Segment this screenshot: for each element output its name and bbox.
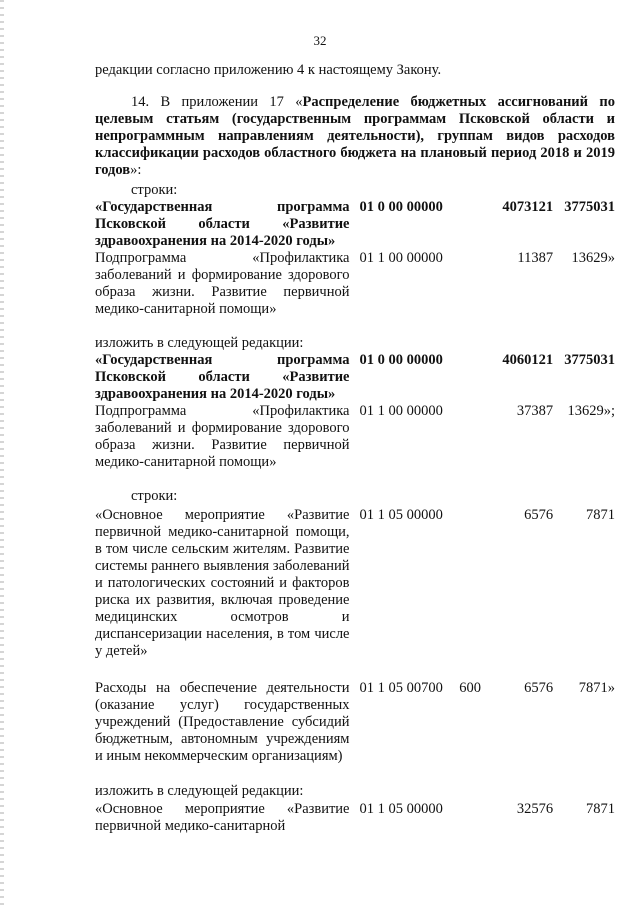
table-row <box>95 250 615 318</box>
scan-edge-mark <box>0 0 4 905</box>
table-row <box>95 680 615 765</box>
table-block-3 <box>95 507 615 765</box>
label-replace-1: изложить в следующей редакции: <box>95 335 304 351</box>
row-name: «Государственная программа Псковской области «Развитие здравоохранения на 2014-2020 годы» <box>95 199 350 249</box>
label-replace-2: изложить в следующей редакции: <box>95 783 304 799</box>
table-row <box>95 801 615 835</box>
row-code: 01 1 00 00000 <box>359 403 443 419</box>
row-code: 01 0 00 00000 <box>359 352 443 368</box>
row-sum-2019: 7871 <box>585 507 615 523</box>
label-strings-1: строки: <box>131 182 178 198</box>
row-code: 01 1 05 00000 <box>359 507 443 523</box>
row-sum-2018: 4073121 <box>502 199 554 215</box>
row-sum-2019: 7871» <box>578 680 615 696</box>
row-sum-2018: 6576 <box>524 680 554 696</box>
row-code: 01 1 00 00000 <box>359 250 443 266</box>
row-sum-2018: 6576 <box>524 507 554 523</box>
label-strings-2: строки: <box>131 488 178 504</box>
row-name: Подпрограмма «Профилактика заболеваний и формирование здорового образа жизни. Развитие первичной медико-санитарной помощи» <box>95 403 350 470</box>
row-code: 01 1 05 00000 <box>359 801 443 817</box>
row-name: Подпрограмма «Профилактика заболеваний и формирование здорового образа жизни. Развитие первичной медико-санитарной помощи» <box>95 250 350 317</box>
row-name: «Основное мероприятие «Развитие первичной медико-санитарной помощи, в том числе сельским жителям. Развитие системы раннего выявления заболеваний и патологических состояний и факторов риска их развития, включая проведение медицинских осмотров и диспансеризации населения, в том числе у детей» <box>95 507 350 659</box>
table-block-2 <box>95 352 615 471</box>
paragraph-14 <box>95 94 615 179</box>
table-row <box>95 352 615 403</box>
para14-prefix: 14. В приложении 17 « <box>131 94 303 110</box>
intro-line: редакции согласно приложению 4 к настоящему Закону. <box>95 62 442 78</box>
row-vr: 600 <box>459 680 482 696</box>
row-name: «Основное мероприятие «Развитие первичной медико-санитарной <box>95 801 350 834</box>
row-sum-2019: 13629»; <box>567 403 615 419</box>
row-sum-2019: 13629» <box>571 250 615 266</box>
row-name: Расходы на обеспечение деятельности (оказание услуг) государственных учреждений (Предоставление субсидий бюджетным, автономным учреждениям и иным некоммерческим организациям) <box>95 680 350 764</box>
row-sum-2018: 11387 <box>517 250 554 266</box>
row-code: 01 0 00 00000 <box>359 199 443 215</box>
row-name: «Государственная программа Псковской области «Развитие здравоохранения на 2014-2020 годы» <box>95 352 350 402</box>
row-sum-2018: 4060121 <box>502 352 554 368</box>
row-sum-2019: 3775031 <box>564 352 615 368</box>
table-row <box>95 507 615 680</box>
row-sum-2018: 32576 <box>516 801 554 817</box>
para14-suffix: »: <box>130 162 142 178</box>
para14-title: Распределение бюджетных ассигнований по целевым статьям (государственным программам Псковской области и непрограммным направлениям деятельности), группам видов расходов классификации расходов областного бюджета на плановый период 2018 и 2019 годов <box>95 94 615 178</box>
table-row <box>95 403 615 471</box>
row-sum-2019: 7871 <box>585 801 615 817</box>
page-number: 32 <box>313 33 327 48</box>
table-block-4 <box>95 801 615 835</box>
row-code: 01 1 05 00700 <box>359 680 443 696</box>
row-sum-2018: 37387 <box>516 403 554 419</box>
row-sum-2019: 3775031 <box>564 199 615 215</box>
table-block-1 <box>95 199 615 318</box>
table-row <box>95 199 615 250</box>
